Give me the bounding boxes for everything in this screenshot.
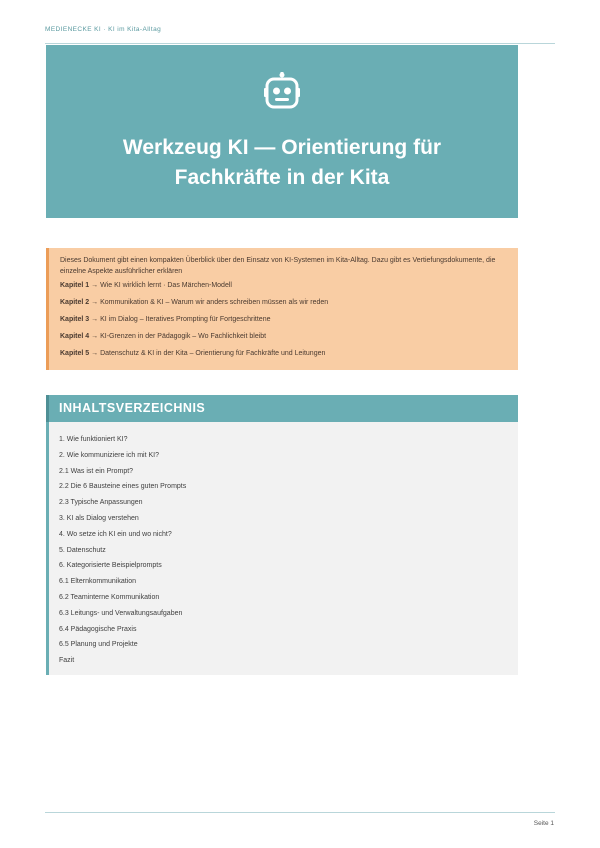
chapter-text: → KI-Grenzen in der Pädagogik – Wo Fachlichkeit bleibt — [91, 332, 267, 340]
title-line-1: Werkzeug KI — Orientierung für — [122, 136, 442, 159]
toc-item[interactable]: 2. Wie kommuniziere ich mit KI? — [59, 451, 159, 459]
toc-item[interactable]: 6.2 Teaminterne Kommunikation — [59, 593, 160, 601]
chapter-label: Kapitel 4 — [60, 332, 90, 340]
chapter-entry — [60, 315, 508, 326]
chapter-label: Kapitel 1 — [60, 282, 90, 289]
toc-item[interactable]: 1. Wie funktioniert KI? — [59, 436, 128, 443]
chapter-entry — [60, 349, 508, 360]
toc-heading: INHALTSVERZEICHNIS — [46, 395, 518, 422]
toc-item[interactable]: 5. Datenschutz — [59, 546, 106, 554]
toc-item[interactable]: Fazit — [59, 657, 75, 665]
intro-text: Dieses Dokument gibt einen kompakten Überblick über den Einsatz von KI-Systemen im Kita-Alltag. Dazu gibt es Vertiefungsdokumente, die einzelne Aspekte ausführlicher erklären — [60, 257, 496, 275]
running-header: MEDIENECKE KI · KI im Kita-Alltag — [45, 26, 162, 33]
page-number: Seite 1 — [533, 820, 554, 827]
chapter-text: → Kommunikation & KI – Warum wir anders schreiben müssen als wir reden — [91, 298, 329, 306]
chapter-text: → Datenschutz & KI in der Kita – Orientierung für Fachkräfte und Leitungen — [91, 349, 326, 357]
chapter-text: → Wie KI wirklich lernt · Das Märchen-Modell — [91, 282, 232, 289]
chapter-entry — [60, 332, 508, 343]
chapter-entry — [60, 281, 508, 292]
toc-item[interactable]: 6.5 Planung und Projekte — [59, 641, 138, 649]
intro-callout — [46, 248, 518, 370]
table-of-contents — [46, 422, 518, 675]
title-banner — [46, 45, 518, 218]
header-divider — [45, 43, 555, 44]
toc-item[interactable]: 2.3 Typische Anpassungen — [59, 499, 143, 507]
toc-item[interactable]: 2.2 Die 6 Bausteine eines guten Prompts — [59, 483, 187, 491]
toc-item[interactable]: 6.1 Elternkommunikation — [59, 578, 137, 586]
robot-icon — [264, 72, 300, 112]
chapter-entry — [60, 298, 508, 309]
toc-item[interactable]: 2.1 Was ist ein Prompt? — [59, 467, 134, 475]
toc-item[interactable]: 6.3 Leitungs- und Verwaltungsaufgaben — [59, 609, 183, 617]
chapter-text: → KI im Dialog – Iteratives Prompting für Fortgeschrittene — [91, 315, 271, 323]
chapter-label: Kapitel 3 — [60, 315, 90, 323]
toc-item[interactable]: 6.4 Pädagogische Praxis — [59, 625, 137, 633]
chapter-label: Kapitel 5 — [60, 349, 90, 357]
title-line-2: Fachkräfte in der Kita — [174, 166, 390, 189]
footer-divider — [45, 812, 555, 813]
chapter-label: Kapitel 2 — [60, 298, 90, 306]
toc-item[interactable]: 4. Wo setze ich KI ein und wo nicht? — [59, 530, 172, 538]
toc-item[interactable]: 3. KI als Dialog verstehen — [59, 514, 139, 522]
document-title — [46, 133, 518, 193]
toc-item[interactable]: 6. Kategorisierte Beispielprompts — [59, 562, 162, 570]
